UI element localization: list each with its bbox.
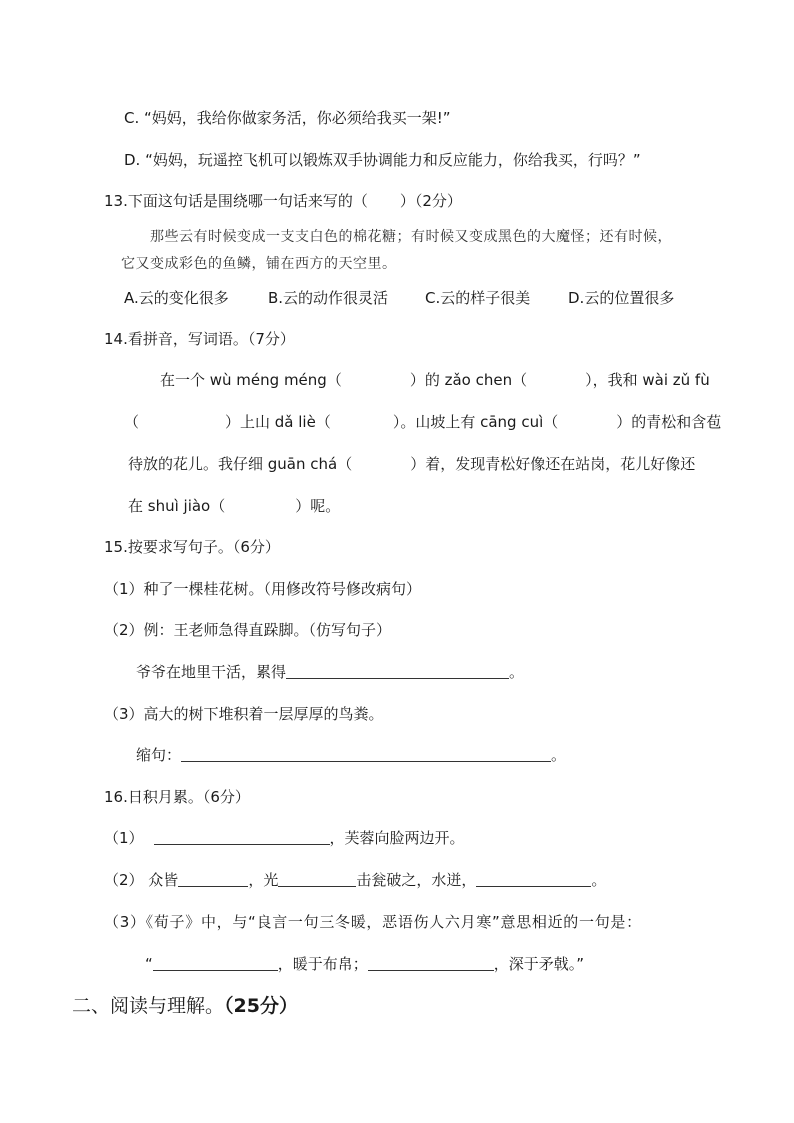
- q14-line-4: [128, 496, 340, 516]
- q15-sub-3: （3）高大的树下堆积着一层厚厚的鸟粪。: [104, 705, 384, 723]
- q14-l2-seg-a: （: [124, 413, 140, 431]
- q14-line-1: [160, 370, 710, 390]
- q16-sub-3-answer: [145, 954, 584, 974]
- q14-l2-seg-c: ）。山坡上有 cāng cuì（: [392, 413, 559, 431]
- q13-option-d: D.云的位置很多: [568, 289, 675, 307]
- q16-s1-prefix: （1）: [104, 829, 144, 847]
- q14-l1-seg-a: 在一个 wù méng méng（: [160, 371, 342, 389]
- q14-l3-seg-b: ）着，发现青松好像还在站岗，花儿好像还: [410, 455, 696, 473]
- q16-s1-suffix: ，芙蓉向脸两边开。: [329, 829, 465, 847]
- q16-stem: 16.日积月累。（6分）: [104, 788, 250, 806]
- q14-l1-seg-b: ）的 zǎo chen（: [409, 371, 528, 389]
- q15-s3-prefix: 缩句：: [136, 746, 182, 764]
- q15-sub-2: （2）例：王老师急得直跺脚。（仿写句子）: [104, 621, 392, 639]
- q14-l2-seg-d: ）的青松和含苞: [616, 413, 722, 431]
- q12-option-c: C. “妈妈，我给你做家务活，你必须给我买一架!”: [124, 109, 451, 127]
- q15-s2-prefix: 爷爷在地里干活，累得: [136, 663, 287, 681]
- q16-s3-seg-b: ，暖于布帛；: [277, 955, 368, 973]
- q15-s2-suffix: 。: [509, 663, 525, 681]
- section-2-points: （25分）: [224, 995, 298, 1017]
- q13-options: [124, 288, 744, 308]
- q13-stem-text: 13.下面这句话是围绕哪一句话来写的（: [104, 192, 368, 210]
- q14-stem: 14.看拼音，写词语。（7分）: [104, 330, 295, 348]
- q16-s3-seg-c: ，深于矛戟。”: [493, 955, 585, 973]
- q15-s3-suffix: 。: [551, 746, 567, 764]
- q16-s2-blank-2[interactable]: [278, 871, 356, 887]
- q13-passage-line-1: 那些云有时候变成一支支白色的棉花糖；有时候又变成黑色的大魔怪；还有时候，: [150, 229, 672, 245]
- q14-line-2: [124, 412, 721, 432]
- q14-line-3: [128, 454, 695, 474]
- q16-sub-3: （3）《荀子》中，与“良言一句三冬暖，恶语伤人六月寒”意思相近的一句是：: [104, 913, 642, 931]
- q15-stem: 15.按要求写句子。（6分）: [104, 538, 280, 556]
- q13-passage-line-2: 它又变成彩色的鱼鳞，铺在西方的天空里。: [121, 256, 397, 272]
- q14-l4-seg-a: 在 shuì jiào（: [128, 497, 226, 515]
- q14-l1-seg-c: ），我和 wài zǔ fù: [585, 371, 710, 389]
- q16-s3-seg-a: “: [145, 955, 153, 973]
- section-2-title: 二、阅读与理解。: [72, 995, 225, 1017]
- q15-sub-3-answer: [136, 745, 566, 765]
- q13-stem: [104, 191, 462, 211]
- q13-option-c: C.云的样子很美: [425, 289, 531, 307]
- q13-option-b: B.云的动作很灵活: [268, 289, 389, 307]
- q16-sub-2: [104, 870, 606, 890]
- q16-s3-blank-1[interactable]: [153, 955, 278, 971]
- q15-s3-blank[interactable]: [181, 746, 551, 762]
- q16-s2-seg-c: 击瓮破之，水迸，: [356, 871, 477, 889]
- q14-l2-seg-b: ）上山 dǎ liè（: [225, 413, 331, 431]
- section-2-heading: [72, 994, 298, 1018]
- q15-s2-blank[interactable]: [286, 663, 509, 679]
- q16-s2-seg-a: （2） 众皆: [104, 871, 179, 889]
- q14-l4-seg-b: ）呢。: [295, 497, 341, 515]
- q16-s2-blank-1[interactable]: [178, 871, 248, 887]
- q16-s2-seg-b: ，光: [248, 871, 279, 889]
- q16-s2-blank-3[interactable]: [476, 871, 591, 887]
- q16-s3-blank-2[interactable]: [368, 955, 494, 971]
- q15-sub-2-answer: [136, 662, 524, 682]
- q16-s2-seg-d: 。: [591, 871, 607, 889]
- q16-s1-blank[interactable]: [154, 829, 330, 845]
- q14-l3-seg-a: 待放的花儿。我仔细 guān chá（: [128, 455, 353, 473]
- q13-stem-points: ）（2分）: [399, 192, 462, 210]
- q12-option-d: D. “妈妈，玩遥控飞机可以锻炼双手协调能力和反应能力，你给我买，行吗？”: [124, 151, 641, 169]
- q16-sub-1: [104, 828, 465, 848]
- q13-option-a: A.云的变化很多: [124, 289, 229, 307]
- q15-sub-1: （1）种了一棵桂花树。（用修改符号修改病句）: [104, 580, 422, 598]
